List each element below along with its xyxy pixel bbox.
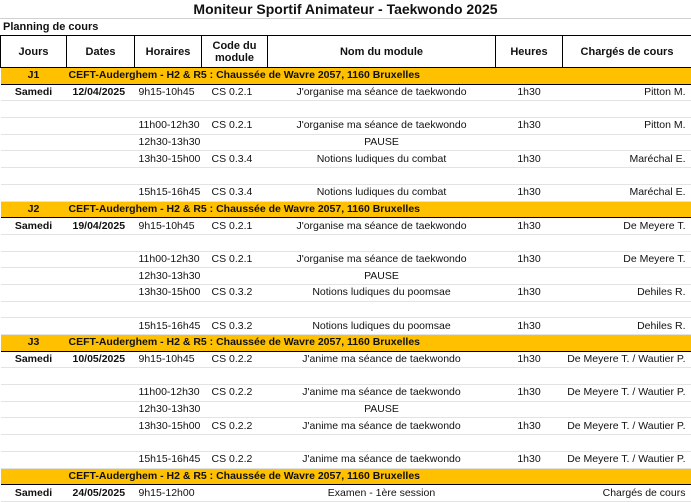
cell-jour [1,151,67,168]
table-row [1,151,691,168]
cell-heures [496,268,563,285]
cell-jour [1,385,67,402]
cell-nom: PAUSE [268,268,496,285]
spacer-row [1,101,691,118]
cell-heures: 1h30 [496,118,563,135]
cell-date: 10/05/2025 [67,351,135,368]
cell-nom: J'organise ma séance de taekwondo [268,251,496,268]
spacer-cell [1,234,691,251]
table-row [1,218,691,235]
cell-code: CS 0.2.2 [202,418,268,435]
cell-date [67,318,135,335]
location-row [1,335,691,352]
cell-date [67,284,135,301]
block-id [1,468,67,485]
cell-code: CS 0.2.2 [202,351,268,368]
table-row [1,134,691,151]
cell-nom: J'anime ma séance de taekwondo [268,418,496,435]
cell-charge: Pitton M. [563,84,691,101]
cell-horaire: 13h30-15h00 [135,418,202,435]
location-label: CEFT-Auderghem - H2 & R5 : Chaussée de Wavre 2057, 1160 Bruxelles [67,201,691,218]
cell-code [202,268,268,285]
cell-jour: Samedi [1,485,67,502]
cell-nom: J'anime ma séance de taekwondo [268,351,496,368]
cell-heures: 1h30 [496,351,563,368]
cell-horaire: 15h15-16h45 [135,451,202,468]
cell-nom: Notions ludiques du combat [268,151,496,168]
cell-code [202,485,268,502]
table-row [1,401,691,418]
cell-heures [496,134,563,151]
table-row [1,184,691,201]
cell-date [67,134,135,151]
cell-horaire: 15h15-16h45 [135,318,202,335]
spacer-row [1,368,691,385]
spacer-row [1,301,691,318]
cell-nom: J'organise ma séance de taekwondo [268,218,496,235]
cell-date [67,151,135,168]
cell-heures: 1h30 [496,284,563,301]
cell-charge: De Meyere T. [563,251,691,268]
cell-code: CS 0.3.2 [202,318,268,335]
table-row [1,118,691,135]
schedule-body [1,68,691,502]
table-row [1,351,691,368]
table-row [1,284,691,301]
spacer-cell [1,301,691,318]
cell-date: 24/05/2025 [67,485,135,502]
cell-horaire: 12h30-13h30 [135,134,202,151]
location-label: CEFT-Auderghem - H2 & R5 : Chaussée de Wavre 2057, 1160 Bruxelles [67,68,691,85]
spacer-cell [1,101,691,118]
table-row [1,318,691,335]
cell-heures [496,485,563,502]
table-row [1,485,691,502]
cell-heures: 1h30 [496,418,563,435]
cell-code: CS 0.2.1 [202,118,268,135]
cell-code: CS 0.3.2 [202,284,268,301]
cell-horaire: 11h00-12h30 [135,385,202,402]
cell-heures: 1h30 [496,451,563,468]
cell-nom: J'organise ma séance de taekwondo [268,84,496,101]
cell-jour [1,134,67,151]
location-label: CEFT-Auderghem - H2 & R5 : Chaussée de Wavre 2057, 1160 Bruxelles [67,468,691,485]
location-label: CEFT-Auderghem - H2 & R5 : Chaussée de Wavre 2057, 1160 Bruxelles [67,335,691,352]
cell-charge: De Meyere T. / Wautier P. [563,451,691,468]
cell-horaire: 12h30-13h30 [135,268,202,285]
cell-jour [1,184,67,201]
cell-code: CS 0.2.2 [202,385,268,402]
cell-heures: 1h30 [496,251,563,268]
spacer-cell [1,368,691,385]
cell-date: 12/04/2025 [67,84,135,101]
cell-horaire: 15h15-16h45 [135,184,202,201]
cell-code [202,134,268,151]
cell-charge: De Meyere T. [563,218,691,235]
header-nom: Nom du module [268,36,496,68]
cell-date: 19/04/2025 [67,218,135,235]
table-row [1,418,691,435]
cell-date [67,251,135,268]
cell-date [67,268,135,285]
cell-code: CS 0.2.1 [202,218,268,235]
cell-jour [1,118,67,135]
table-row [1,385,691,402]
cell-horaire: 9h15-12h00 [135,485,202,502]
cell-charge: Pitton M. [563,118,691,135]
cell-nom: PAUSE [268,134,496,151]
cell-horaire: 12h30-13h30 [135,401,202,418]
header-charges: Chargés de cours [563,36,691,68]
spacer-cell [1,168,691,185]
cell-jour [1,318,67,335]
page-title: Moniteur Sportif Animateur - Taekwondo 2025 [0,0,691,18]
cell-date [67,451,135,468]
table-row [1,451,691,468]
cell-jour: Samedi [1,351,67,368]
header-heures: Heures [496,36,563,68]
spacer-row [1,234,691,251]
cell-charge: Chargés de cours [563,485,691,502]
cell-date [67,118,135,135]
location-row [1,68,691,85]
table-row [1,251,691,268]
location-row [1,468,691,485]
cell-nom: PAUSE [268,401,496,418]
cell-horaire: 9h15-10h45 [135,84,202,101]
cell-nom: Examen - 1ère session [268,485,496,502]
cell-charge: De Meyere T. / Wautier P. [563,418,691,435]
cell-code: CS 0.3.4 [202,184,268,201]
table-row [1,84,691,101]
cell-horaire: 9h15-10h45 [135,218,202,235]
cell-jour [1,284,67,301]
cell-charge: De Meyere T. / Wautier P. [563,385,691,402]
cell-code [202,401,268,418]
cell-nom: J'anime ma séance de taekwondo [268,385,496,402]
cell-jour [1,401,67,418]
spacer-row [1,435,691,452]
cell-heures: 1h30 [496,151,563,168]
cell-horaire: 11h00-12h30 [135,118,202,135]
spacer-cell [1,435,691,452]
cell-code: CS 0.3.4 [202,151,268,168]
cell-charge [563,134,691,151]
cell-code: CS 0.2.1 [202,251,268,268]
block-id: J1 [1,68,67,85]
cell-heures [496,401,563,418]
block-id: J2 [1,201,67,218]
cell-jour [1,251,67,268]
cell-nom: J'anime ma séance de taekwondo [268,451,496,468]
cell-code: CS 0.2.1 [202,84,268,101]
cell-code: CS 0.2.2 [202,451,268,468]
header-horaires: Horaires [135,36,202,68]
cell-jour: Samedi [1,218,67,235]
cell-heures: 1h30 [496,318,563,335]
cell-date [67,385,135,402]
cell-nom: Notions ludiques du poomsae [268,284,496,301]
header-code: Code du module [202,36,268,68]
planning-subtitle: Planning de cours [0,18,691,35]
header-dates: Dates [67,36,135,68]
cell-nom: Notions ludiques du poomsae [268,318,496,335]
cell-heures: 1h30 [496,385,563,402]
cell-horaire: 13h30-15h00 [135,151,202,168]
cell-charge: Dehiles R. [563,318,691,335]
cell-heures: 1h30 [496,184,563,201]
cell-nom: J'organise ma séance de taekwondo [268,118,496,135]
spacer-row [1,168,691,185]
cell-horaire: 11h00-12h30 [135,251,202,268]
cell-date [67,184,135,201]
cell-charge [563,268,691,285]
cell-date [67,401,135,418]
cell-date [67,418,135,435]
cell-charge: De Meyere T. / Wautier P. [563,351,691,368]
block-id: J3 [1,335,67,352]
header-jours: Jours [1,36,67,68]
header-row [1,36,691,68]
cell-charge [563,401,691,418]
cell-jour: Samedi [1,84,67,101]
cell-jour [1,268,67,285]
cell-heures: 1h30 [496,84,563,101]
table-row [1,268,691,285]
cell-charge: Maréchal E. [563,184,691,201]
location-row [1,201,691,218]
cell-heures: 1h30 [496,218,563,235]
cell-horaire: 9h15-10h45 [135,351,202,368]
cell-charge: Maréchal E. [563,151,691,168]
cell-jour [1,418,67,435]
cell-nom: Notions ludiques du combat [268,184,496,201]
cell-jour [1,451,67,468]
cell-charge: Dehiles R. [563,284,691,301]
schedule-table [0,35,691,502]
cell-horaire: 13h30-15h00 [135,284,202,301]
